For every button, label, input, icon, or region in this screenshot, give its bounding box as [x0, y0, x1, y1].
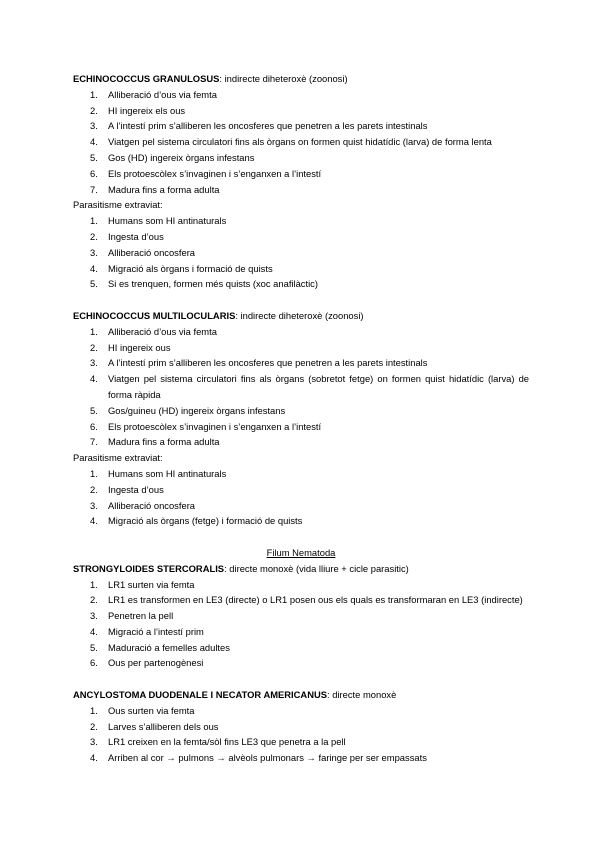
section-title-strongyloides: [73, 561, 529, 577]
section-title-rest: : directe monoxè (vida lliure + cicle parasitic): [224, 562, 409, 574]
list-item: 3. Alliberació oncosfera: [90, 246, 196, 258]
lifecycle-list-ancylostoma: [73, 703, 529, 766]
section-title-echinococcus-granulosus: [73, 71, 529, 87]
list-item: 1. Humans som HI antinaturals: [90, 215, 227, 227]
list-item: 2. Ingesta d’ous: [90, 230, 164, 242]
list-item: 3. A l’intestí prim s’alliberen les oncosferes que penetren a les parets intestinals: [90, 357, 428, 369]
lifecycle-list-multilocularis: [73, 324, 529, 450]
sub-label-extraviat: Parasitisme extraviat:: [73, 452, 163, 464]
list-item: 3. Alliberació oncosfera: [90, 499, 196, 511]
list-item: 1. Ous surten via femta: [90, 704, 195, 716]
list-item: 3. A l’intestí prim s’alliberen les oncosferes que penetren a les parets intestinals: [90, 120, 428, 132]
list-item: 6. Els protoescòlex s’invaginen i s’enganxen a l’intestí: [90, 420, 322, 432]
phylum-heading: Filum Nematoda: [266, 546, 336, 558]
section-title-bold: ANCYLOSTOMA DUODENALE I NECATOR AMERICANUS: [73, 689, 327, 701]
section-title-echinococcus-multilocularis: [73, 308, 529, 324]
section-title-rest: : directe monoxè: [327, 689, 397, 701]
list-item: 2. LR1 es transformen en LE3 (directe) o LR1 posen ous els quals es transformaran en LE3 (indirecte): [90, 594, 523, 606]
sub-label-extraviat: Parasitisme extraviat:: [73, 199, 163, 211]
section-title-ancylostoma-necator: [73, 687, 529, 703]
list-item: 5. Si es trenquen, formen més quists (xoc anafilàctic): [90, 278, 318, 290]
section-title-rest: : indirecte diheteroxè (zoonosi): [219, 73, 348, 84]
document-content: [73, 71, 529, 766]
list-item: 4. Viatgen pel sistema circulatori fins als òrgans on formen quist hidatídic (larva) de forma lenta: [90, 136, 492, 148]
list-item: 5. Maduració a femelles adultes: [90, 641, 230, 653]
extraviat-list-granulosus: [73, 213, 529, 292]
list-item: 1. Humans som HI antinaturals: [90, 467, 227, 479]
list-item: 6. Ous per partenogènesi: [90, 657, 204, 669]
section-title-bold: ECHINOCOCCUS MULTILOCULARIS: [73, 309, 236, 321]
list-item: 4. Migració als òrgans i formació de quists: [90, 262, 273, 274]
list-item: 3. Penetren la pell: [90, 610, 174, 622]
list-item: 2. Larves s’alliberen dels ous: [90, 720, 219, 732]
section-title-rest: : indirecte diheteroxè (zoonosi): [235, 309, 364, 321]
list-item: 4. Arriben al cor → pulmons → alvèols pulmonars → faringe per ser empassats: [90, 752, 427, 764]
list-item: 6. Els protoescòlex s’invaginen i s’enganxen a l’intestí: [90, 167, 322, 179]
list-item: 5. Gos (HD) ingereix òrgans infestans: [90, 151, 255, 163]
list-item: 1. Alliberació d’ous via femta: [90, 325, 217, 337]
lifecycle-list-granulosus: [73, 87, 529, 198]
section-title-bold: ECHINOCOCCUS GRANULOSUS: [73, 73, 220, 84]
section-title-bold: STRONGYLOIDES STERCORALIS: [73, 562, 225, 574]
list-item: 2. HI ingereix els ous: [90, 104, 186, 116]
list-item: 2. HI ingereix ous: [90, 341, 171, 353]
list-item: 2. Ingesta d’ous: [90, 483, 164, 495]
list-item: 3. LR1 creixen en la femta/sòl fins LE3 que penetra a la pell: [90, 736, 346, 748]
list-item: 7. Madura fins a forma adulta: [90, 183, 220, 195]
list-item: 1. Alliberació d’ous via femta: [90, 88, 217, 100]
list-item: 1. LR1 surten via femta: [90, 578, 195, 590]
lifecycle-list-strongyloides: [73, 577, 529, 672]
list-item: 5. Gos/guineu (HD) ingereix òrgans infestans: [90, 404, 286, 416]
list-item: 4. Viatgen pel sistema circulatori fins als òrgans (sobretot fetge) on formen quist hidatídic (larva) de forma ràpida: [90, 373, 529, 400]
extraviat-list-multilocularis: [73, 466, 529, 529]
list-item: 4. Migració als òrgans (fetge) i formació de quists: [90, 515, 303, 527]
list-item: 7. Madura fins a forma adulta: [90, 436, 220, 448]
list-item: 4. Migració a l’intestí prim: [90, 625, 204, 637]
